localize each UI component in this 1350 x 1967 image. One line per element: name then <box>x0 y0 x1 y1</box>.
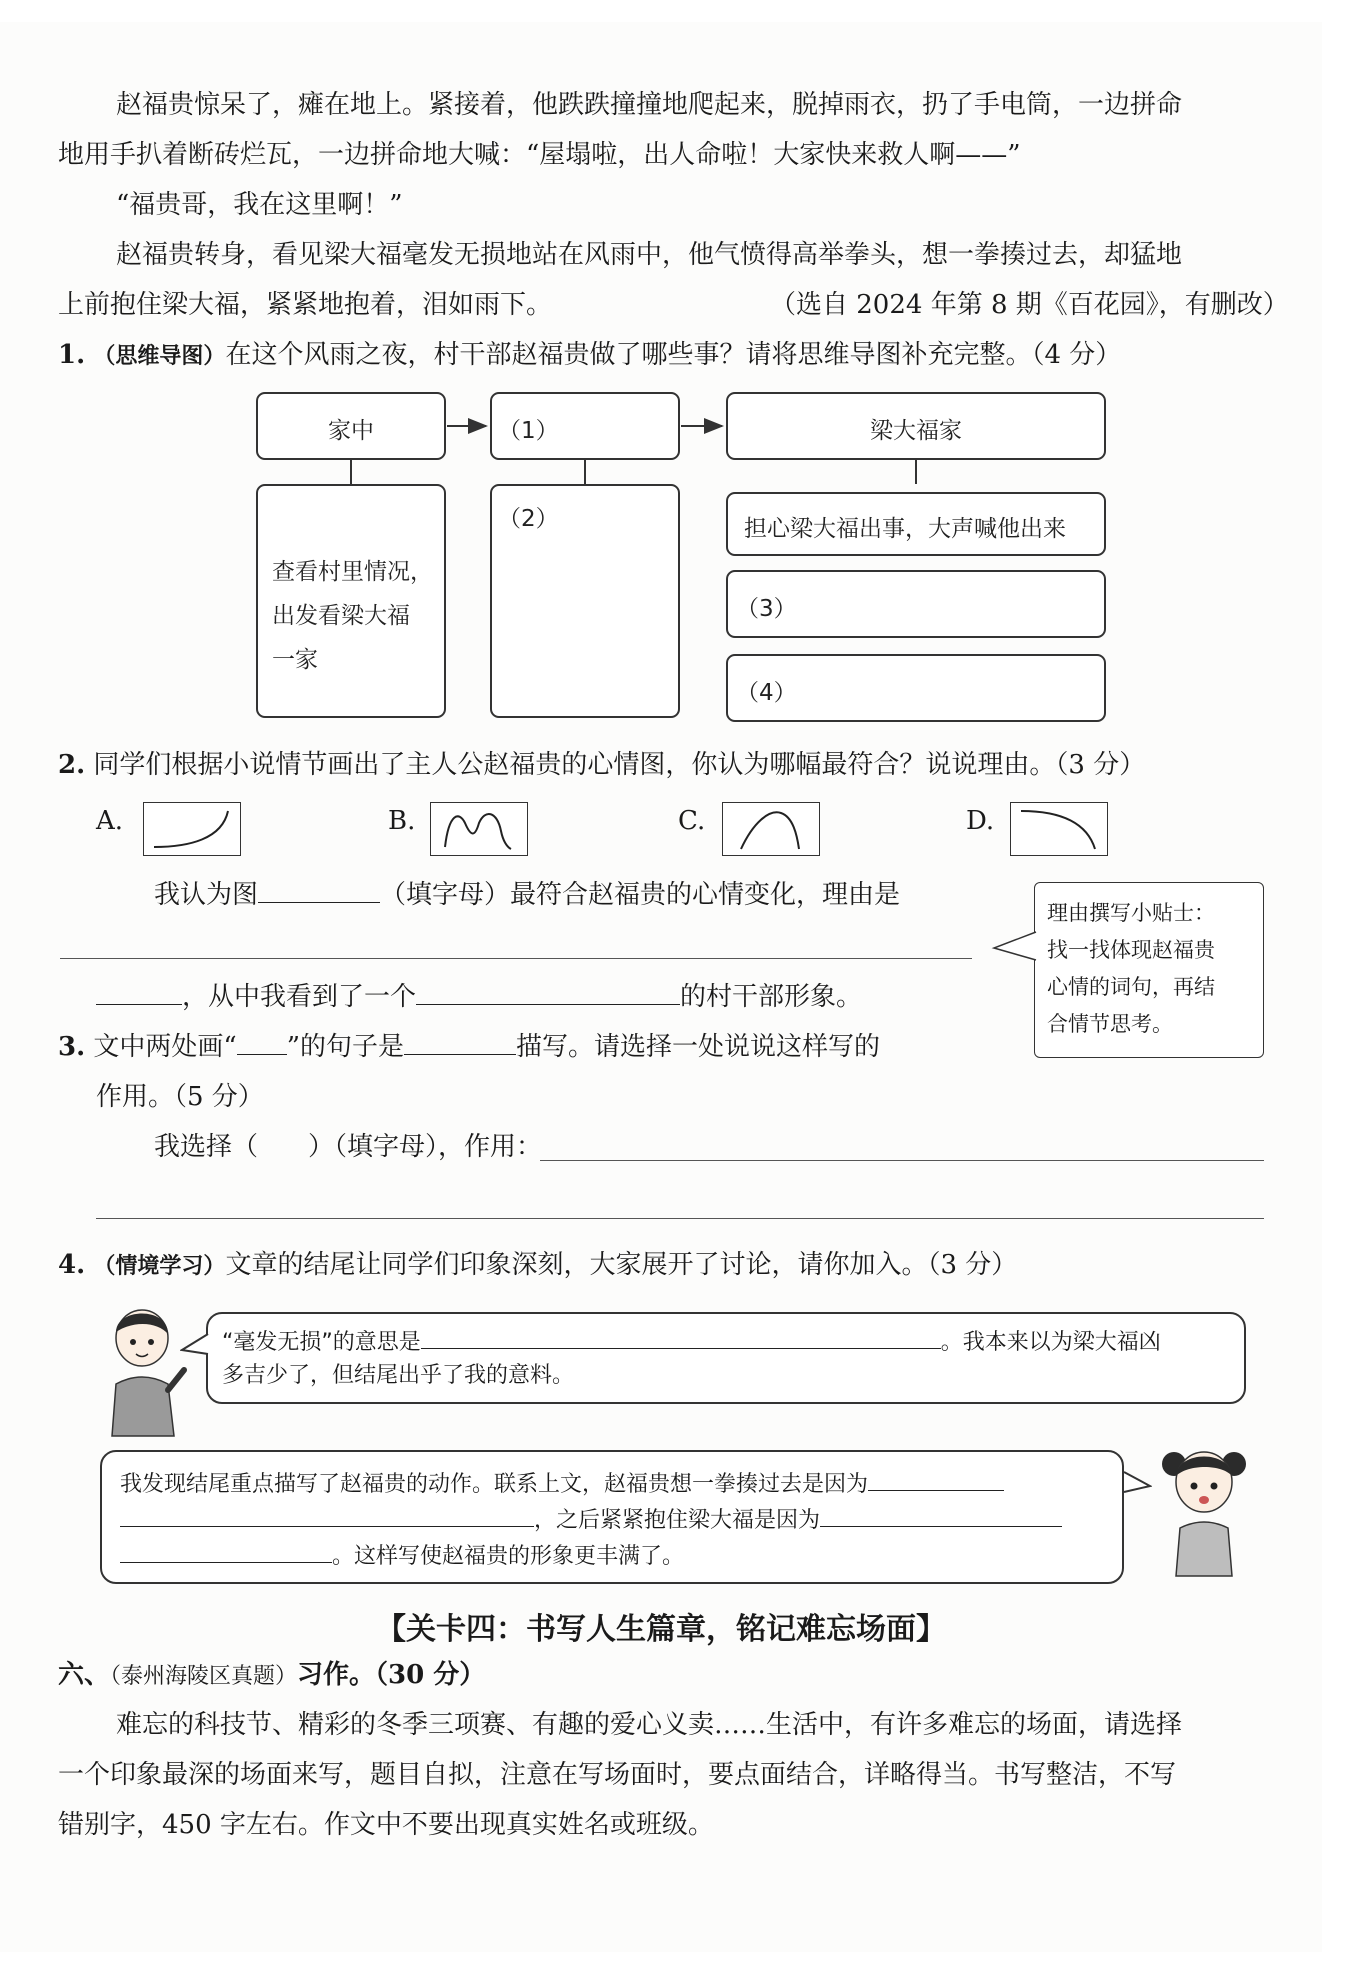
prompt-line: 错别字，450 字左右。作文中不要出现真实姓名或班级。 <box>58 1810 714 1840</box>
prompt-text: 的村干部形象。 <box>680 982 863 1012</box>
question-text: 文章的结尾让同学们印象深刻，大家展开了讨论，请你加入。（3 分） <box>225 1250 1018 1280</box>
question-number: 1. <box>58 340 86 370</box>
answer-line[interactable] <box>60 958 972 959</box>
speech-bubble-girl <box>100 1450 1124 1584</box>
underline-marker <box>237 1032 287 1055</box>
question-4 <box>58 1250 1017 1282</box>
option-label-d[interactable]: D. <box>966 806 995 836</box>
bubble-line1 <box>222 1326 1161 1357</box>
answer-line[interactable] <box>96 1218 1264 1219</box>
sub-line: 一家 <box>272 647 318 673</box>
question-text: 文中两处画“ <box>93 1032 237 1062</box>
bubble-text: ，之后紧紧抱住梁大福是因为 <box>534 1508 821 1533</box>
reason2-blank[interactable] <box>820 1504 1062 1527</box>
bubble-line2 <box>120 1504 1062 1535</box>
question-text: 同学们根据小说情节画出了主人公赵福贵的心情图，你认为哪幅最符合？说说理由。（3 分） <box>93 750 1146 780</box>
q3-answer-line <box>154 1132 542 1162</box>
girl-student-icon <box>1154 1442 1254 1578</box>
boy-student-icon <box>94 1304 190 1440</box>
reason1-blank-cont[interactable] <box>120 1504 534 1527</box>
question-number: 2. <box>58 750 86 780</box>
passage-line: 地用手扒着断砖烂瓦，一边拼命地大喊：“屋塌啦，出人命啦！大家快来救人啊——” <box>58 140 1021 170</box>
section-label: 习作。 <box>297 1660 376 1690</box>
question-3 <box>58 1032 880 1062</box>
tip-box <box>1034 882 1264 1058</box>
tip-text <box>1047 895 1215 1043</box>
reason2-blank-cont[interactable] <box>120 1540 332 1563</box>
speech-bubble-boy <box>206 1312 1246 1404</box>
node-label: （1） <box>498 418 559 444</box>
question-text: ”的句子是 <box>286 1032 405 1062</box>
bubble-text: 我发现结尾重点描写了赵福贵的动作。联系上文，赵福贵想一拳揍过去是因为 <box>120 1472 869 1497</box>
passage-line: 赵福贵惊呆了，瘫在地上。紧接着，他跌跌撞撞地爬起来，脱掉雨衣，扔了手电筒，一边拼命 <box>116 90 1183 120</box>
bubble-text: “毫发无损”的意思是 <box>222 1330 421 1355</box>
passage-source: （选自 2024 年第 8 期《百花园》，有删改） <box>770 290 1289 320</box>
passage-line: 上前抱住梁大福，紧紧地抱着，泪如雨下。 <box>58 290 553 320</box>
mood-graph-a[interactable] <box>143 802 241 856</box>
mindmap-sub-blank2[interactable] <box>490 484 680 718</box>
reason-blank[interactable] <box>96 982 182 1005</box>
mindmap-sub-blank4[interactable] <box>726 654 1106 722</box>
bubble-line2: 多吉少了，但结尾出乎了我的意料。 <box>222 1363 575 1388</box>
bubble-text: 。我本来以为梁大福凶 <box>940 1330 1161 1355</box>
tip-line: 合情节思考。 <box>1047 1012 1173 1036</box>
mood-graph-b[interactable] <box>430 802 528 856</box>
image-blank[interactable] <box>416 982 680 1005</box>
prompt-text: ，从中我看到了一个 <box>182 982 417 1012</box>
question-number: 3. <box>58 1032 86 1062</box>
bubble-text: 。这样写使赵福贵的形象更丰满了。 <box>332 1544 685 1569</box>
question-number: 4. <box>58 1250 86 1280</box>
section-score: （30 分） <box>375 1660 486 1690</box>
meaning-blank[interactable] <box>421 1326 941 1349</box>
section-title: 【关卡四：书写人生篇章，铭记难忘场面】 <box>376 1612 946 1647</box>
worksheet-page <box>0 22 1322 1952</box>
sub-label: （3） <box>736 596 797 622</box>
section-number: 六、 <box>58 1660 111 1690</box>
sub-label: 担心梁大福出事，大声喊他出来 <box>744 516 1066 542</box>
question-text: 描写。请选择一处说说这样写的 <box>516 1032 881 1062</box>
question-tag: （情境学习） <box>93 1254 226 1279</box>
reason1-blank[interactable] <box>868 1468 1004 1491</box>
q2-answer-line3 <box>96 982 862 1012</box>
mindmap-sub-blank3[interactable] <box>726 570 1106 638</box>
option-label-c[interactable]: C. <box>678 806 706 836</box>
bubble-line1 <box>120 1468 1004 1499</box>
description-blank[interactable] <box>404 1032 516 1055</box>
prompt-text: （填字母）最符合赵福贵的心情变化，理由是 <box>380 880 901 910</box>
tip-line: 心情的词句，再结 <box>1047 975 1215 999</box>
composition-heading <box>58 1660 485 1692</box>
sub-label: （4） <box>736 680 797 706</box>
question-3-cont: 作用。（5 分） <box>96 1082 264 1112</box>
node-label: 梁大福家 <box>870 418 962 444</box>
tip-line: 找一找体现赵福贵 <box>1047 938 1215 962</box>
bubble-tail <box>1122 1470 1152 1500</box>
section-tag: （泰州海陵区真题） <box>110 1664 298 1689</box>
tip-pointer <box>990 926 1038 966</box>
mindmap-sub-home <box>256 484 446 718</box>
q2-answer-line1 <box>154 880 900 910</box>
prompt-text: 我认为图 <box>154 880 259 910</box>
sub-text <box>272 550 433 682</box>
bubble-line3 <box>120 1540 684 1571</box>
sub-line: 查看村里情况， <box>272 559 433 585</box>
sub-line: 出发看梁大福 <box>272 603 410 629</box>
question-tag: （思维导图） <box>93 344 226 369</box>
prompt-line: 一个印象最深的场面来写，题目自拟，注意在写场面时，要点面结合，详略得当。书写整洁，不写 <box>58 1760 1177 1790</box>
mindmap-sub-liang-a <box>726 492 1106 556</box>
answer-line[interactable] <box>540 1160 1264 1161</box>
mood-graph-c[interactable] <box>722 802 820 856</box>
prompt-line: 难忘的科技节、精彩的冬季三项赛、有趣的爱心义卖……生活中，有许多难忘的场面，请选择 <box>116 1710 1183 1740</box>
prompt-text: 我选择（ <box>154 1132 259 1162</box>
node-label: 家中 <box>328 418 374 444</box>
option-label-a[interactable]: A. <box>96 806 124 836</box>
bubble-tail <box>180 1332 210 1362</box>
prompt-text: ）（填字母），作用： <box>308 1132 543 1162</box>
letter-blank[interactable] <box>258 880 380 903</box>
tip-line: 理由撰写小贴士： <box>1047 901 1215 925</box>
question-text: 在这个风雨之夜，村干部赵福贵做了哪些事？请将思维导图补充完整。（4 分） <box>225 340 1122 370</box>
sub-label: （2） <box>498 506 559 532</box>
mood-graph-d[interactable] <box>1010 802 1108 856</box>
question-2 <box>58 750 1145 780</box>
passage-line: 赵福贵转身，看见梁大福毫发无损地站在风雨中，他气愤得高举拳头，想一拳揍过去，却猛地 <box>116 240 1183 270</box>
option-label-b[interactable]: B. <box>388 806 416 836</box>
passage-line: “福贵哥，我在这里啊！” <box>116 190 403 220</box>
